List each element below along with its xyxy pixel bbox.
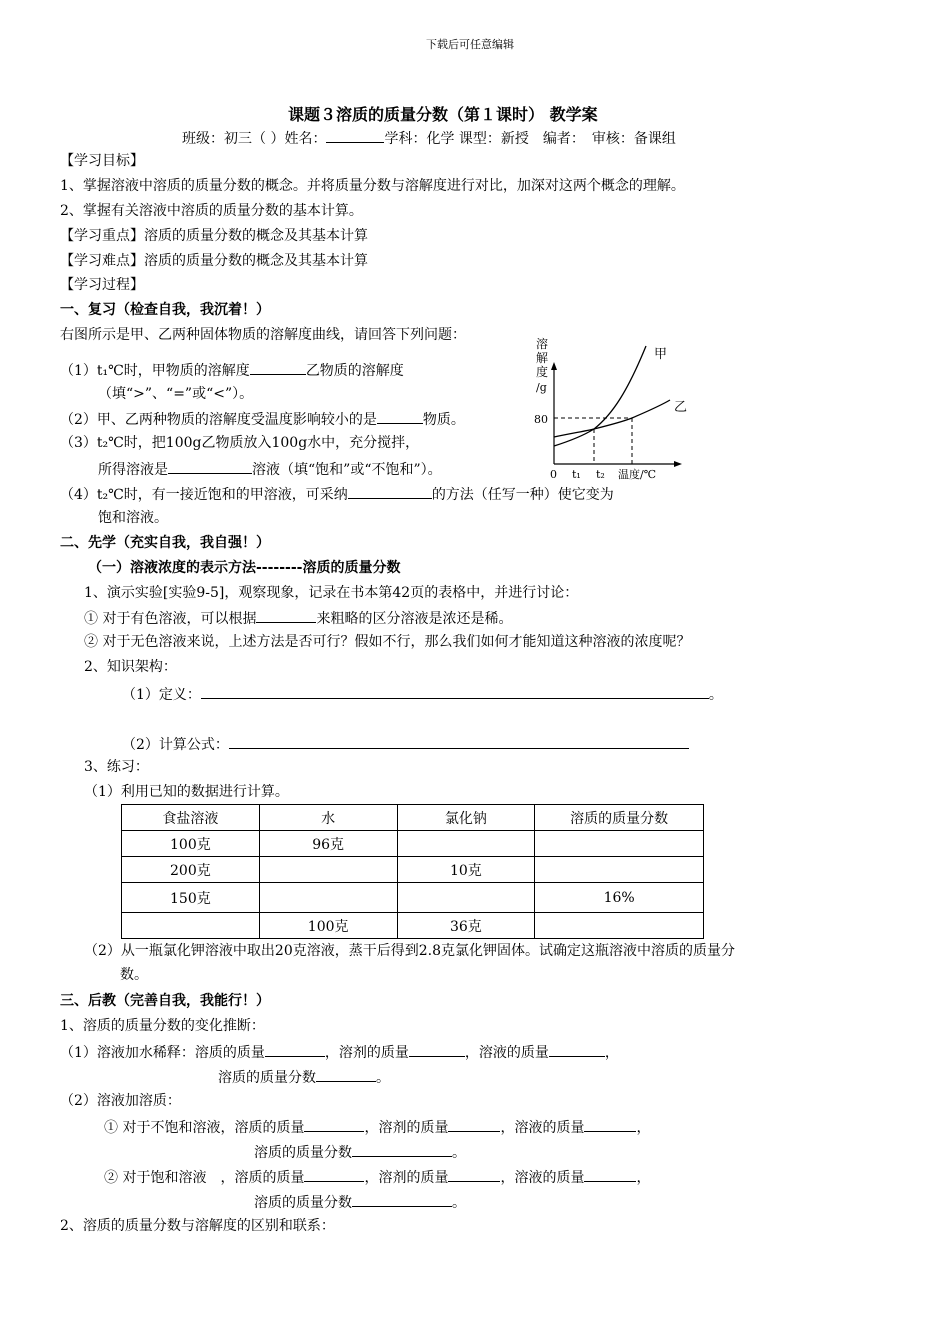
dilute-c: ，溶液的质量 xyxy=(464,1045,549,1061)
formula-label: （2）计算公式： xyxy=(122,737,229,753)
dilute-d: ， xyxy=(604,1045,619,1061)
prestudy-l4: 2、知识架构： xyxy=(84,659,177,675)
sat-line-2 xyxy=(254,1192,466,1212)
q3-text-c: 溶液（填“饱和”或“不饱和”）。 xyxy=(252,462,442,478)
add-heading: （2）溶液加溶质： xyxy=(60,1093,181,1109)
definition-line xyxy=(122,684,723,704)
x-axis-label: 温度/℃ xyxy=(618,468,657,481)
practice-heading: 3、练习： xyxy=(84,759,149,775)
table-row xyxy=(122,857,704,883)
review-q1-hint: （填“>”、“=”或“<”）。 xyxy=(98,386,254,402)
ylabel-char-2: 解 xyxy=(536,351,549,365)
q3-blank xyxy=(168,459,252,474)
sat-blank-1 xyxy=(304,1167,364,1182)
table-cell: 100克 xyxy=(259,913,397,939)
table-cell xyxy=(259,883,397,913)
table-row xyxy=(122,913,704,939)
table-cell: 100克 xyxy=(122,831,260,857)
prestudy-l1: 1、演示实验[实验9-5]，观察现象，记录在书本第42页的表格中，并进行讨论： xyxy=(84,585,579,601)
sat-d: ， xyxy=(636,1170,651,1186)
sat-line xyxy=(104,1167,650,1187)
review-heading: 一、复习（检查自我，我沉着！） xyxy=(60,302,270,318)
table-cell xyxy=(535,913,704,939)
sat-blank-2 xyxy=(448,1167,500,1182)
q4-text-b: 的方法（任写一种）使它变为 xyxy=(431,487,614,503)
objective-2: 2、掌握有关溶液中溶质的质量分数的基本计算。 xyxy=(60,203,363,219)
unsat-blank-2 xyxy=(448,1117,500,1132)
page-header: 下载后可任意编辑 xyxy=(426,38,514,51)
l2-text-a: ① 对于有色溶液，可以根据 xyxy=(84,611,257,627)
x-tick-t2: t₂ xyxy=(596,468,605,481)
table-cell: 36克 xyxy=(397,913,535,939)
sat-f: 。 xyxy=(452,1195,466,1211)
unsat-blank-4 xyxy=(352,1142,452,1157)
x-axis-arrow xyxy=(674,461,682,467)
unsat-c: ，溶液的质量 xyxy=(500,1120,585,1136)
table-row xyxy=(122,831,704,857)
unsat-a: ① 对于不饱和溶液，溶质的质量 xyxy=(104,1120,305,1136)
table-header: 氯化钠 xyxy=(397,805,535,831)
name-blank xyxy=(326,128,384,143)
dilute-a: （1）溶液加水稀释：溶质的质量 xyxy=(60,1045,265,1061)
table-cell: 150克 xyxy=(122,883,260,913)
table-header: 水 xyxy=(259,805,397,831)
process-heading: 【学习过程】 xyxy=(60,277,144,293)
q2-blank xyxy=(377,409,423,424)
postteach-l1: 1、溶质的质量分数的变化推断： xyxy=(60,1018,265,1034)
ylabel-char-3: 度 xyxy=(536,365,549,379)
dilute-blank-3 xyxy=(549,1042,605,1057)
solubility-graph xyxy=(528,336,698,486)
postteach-heading: 三、后教（完善自我，我能行！） xyxy=(60,993,270,1009)
sat-blank-3 xyxy=(584,1167,636,1182)
unsat-line-2 xyxy=(254,1142,466,1162)
unsat-f: 。 xyxy=(452,1145,466,1161)
review-q4 xyxy=(60,484,614,504)
table-cell: 16% xyxy=(535,883,704,913)
practice-1: （1）利用已知的数据进行计算。 xyxy=(84,784,289,800)
page-title: 课题３溶质的质量分数（第１课时） 教学案 xyxy=(288,105,598,124)
ylabel-char-1: 溶 xyxy=(536,337,549,351)
dilute-blank-4 xyxy=(316,1067,376,1082)
l2-blank xyxy=(256,608,316,623)
dilute-f: 。 xyxy=(376,1070,390,1086)
y-axis-arrow xyxy=(551,362,557,370)
table-cell xyxy=(259,857,397,883)
definition-blank xyxy=(201,684,709,699)
unsat-d: ， xyxy=(636,1120,651,1136)
l2-text-b: 来粗略的区分溶液是浓还是稀。 xyxy=(316,611,513,627)
practice-2: （2）从一瓶氯化钾溶液中取出20克溶液，蒸干后得到2.8克氯化钾固体。试确定这瓶溶液中溶质的质量分 xyxy=(84,943,735,959)
dilute-blank-1 xyxy=(265,1042,325,1057)
prestudy-l3: ② 对于无色溶液来说，上述方法是否可行？假如不行，那么我们如何才能知道这种溶液的浓度呢？ xyxy=(84,634,691,650)
table-cell xyxy=(397,883,535,913)
objective-1: 1、掌握溶液中溶质的质量分数的概念。并将质量分数与溶解度进行对比，加深对这两个概念的理解。 xyxy=(60,178,685,194)
postteach-l2: 2、溶质的质量分数与溶解度的区别和联系： xyxy=(60,1218,335,1234)
q1-text-b: 乙物质的溶解度 xyxy=(305,363,404,379)
series-jia-label: 甲 xyxy=(654,347,668,362)
series-jia-line xyxy=(554,346,646,446)
dilute-b: ，溶剂的质量 xyxy=(324,1045,409,1061)
unsat-blank-3 xyxy=(584,1117,636,1132)
unsat-blank-1 xyxy=(304,1117,364,1132)
formula-line xyxy=(122,734,689,754)
q2-text-b: 物质。 xyxy=(422,412,465,428)
q1-blank xyxy=(250,360,306,375)
table-cell xyxy=(122,913,260,939)
data-table xyxy=(121,804,704,939)
definition-end: 。 xyxy=(708,687,723,703)
q2-text-a: （2）甲、乙两种物质的溶解度受温度影响较小的是 xyxy=(60,412,377,428)
prestudy-l2 xyxy=(84,608,512,628)
key-point: 【学习重点】溶质的质量分数的概念及其基本计算 xyxy=(60,228,368,244)
sat-c: ，溶液的质量 xyxy=(500,1170,585,1186)
review-q3-b xyxy=(98,459,442,479)
q4-blank xyxy=(348,484,432,499)
dilute-blank-2 xyxy=(409,1042,465,1057)
table-cell: 10克 xyxy=(397,857,535,883)
objectives-heading: 【学习目标】 xyxy=(60,153,144,169)
definition-label: （1）定义： xyxy=(122,687,201,703)
series-yi-label: 乙 xyxy=(674,400,688,415)
table-row xyxy=(122,883,704,913)
review-q4-c: 饱和溶液。 xyxy=(98,510,168,526)
table-cell xyxy=(397,831,535,857)
x-tick-origin: 0 xyxy=(550,468,557,481)
sat-a: ② 对于饱和溶液 ，溶质的质量 xyxy=(104,1170,305,1186)
practice-2-cont: 数。 xyxy=(120,967,148,983)
sat-blank-4 xyxy=(352,1192,452,1207)
x-tick-t1: t₁ xyxy=(572,468,581,481)
sat-b: ，溶剂的质量 xyxy=(364,1170,449,1186)
sat-e: 溶质的质量分数 xyxy=(254,1195,352,1211)
review-q3: （3）t₂℃时，把100g乙物质放入100g水中，充分搅拌， xyxy=(60,435,420,451)
formula-blank xyxy=(229,734,689,749)
dilute-e: 溶质的质量分数 xyxy=(218,1070,316,1086)
prestudy-sub: （一）溶液浓度的表示方法--------溶质的质量分数 xyxy=(88,560,401,576)
q1-text-a: （1）t₁℃时，甲物质的溶解度 xyxy=(60,363,250,379)
prestudy-heading: 二、先学（充实自我，我自强！） xyxy=(60,535,270,551)
table-header-row xyxy=(122,805,704,831)
dilute-line xyxy=(60,1042,619,1062)
unsat-line xyxy=(104,1117,650,1137)
info-line xyxy=(182,128,676,148)
unsat-e: 溶质的质量分数 xyxy=(254,1145,352,1161)
ylabel-char-4: /g xyxy=(536,381,547,394)
review-q2 xyxy=(60,409,465,429)
difficulty: 【学习难点】溶质的质量分数的概念及其基本计算 xyxy=(60,253,368,269)
q3-text-b: 所得溶液是 xyxy=(98,462,168,478)
review-q1 xyxy=(60,360,404,380)
info-rest: 学科：化学 课型：新授 编者： 审核：备课组 xyxy=(384,131,676,147)
table-cell xyxy=(535,831,704,857)
unsat-b: ，溶剂的质量 xyxy=(364,1120,449,1136)
dilute-line-2 xyxy=(218,1067,390,1087)
y-tick-80: 80 xyxy=(534,413,548,426)
review-intro: 右图所示是甲、乙两种固体物质的溶解度曲线，请回答下列问题： xyxy=(60,327,466,343)
table-cell xyxy=(535,857,704,883)
table-cell: 96克 xyxy=(259,831,397,857)
q4-text-a: （4）t₂℃时，有一接近饱和的甲溶液，可采纳 xyxy=(60,487,348,503)
table-header: 溶质的质量分数 xyxy=(535,805,704,831)
table-header: 食盐溶液 xyxy=(122,805,260,831)
table-cell: 200克 xyxy=(122,857,260,883)
class-label: 班级：初三（ ）姓名： xyxy=(182,131,327,147)
